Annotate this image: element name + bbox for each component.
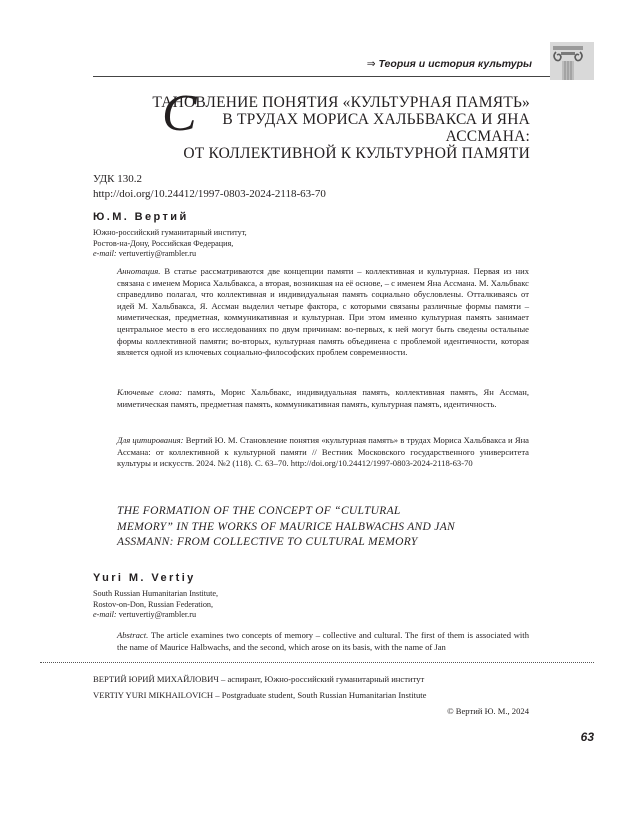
title-line-3: ОТ КОЛЛЕКТИВНОЙ К КУЛЬТУРНОЙ ПАМЯТИ: [183, 145, 530, 162]
header-rule: [93, 76, 558, 77]
keywords-text: память, Морис Хальбвакс, индивидуальная память, коллективная память, Ян Ассман, миметическая память, предметная память, коммуникативная память, культурная память, идентичность.: [117, 387, 529, 409]
footnote-divider: [40, 662, 594, 663]
running-header: [0, 0, 622, 90]
keywords-label: Ключевые слова:: [117, 387, 183, 397]
abstract-ru: [117, 266, 529, 359]
affiliation-en-line-1: South Russian Humanitarian Institute,: [93, 589, 219, 598]
affiliation-en-line-2: Rostov-on-Don, Russian Federation,: [93, 599, 214, 609]
section-label: [367, 58, 532, 70]
footnote-author-ru: ВЕРТИЙ ЮРИЙ МИХАЙЛОВИЧ – аспирант, Южно-российский гуманитарный институт: [93, 674, 425, 684]
arrow-icon: ⇒: [366, 58, 376, 70]
title-en-line-2: MEMORY” IN THE WORKS OF MAURICE HALBWACHS AND JAN: [117, 520, 456, 533]
author-affiliation-en: [93, 589, 218, 621]
author-name-ru: Ю.М. Вертий: [93, 211, 189, 223]
affiliation-line-1: Южно-российский гуманитарный институт,: [93, 228, 247, 237]
abstract-label: Аннотация.: [117, 266, 161, 276]
abstract-text: В статье рассматриваются две концепции памяти – коллективная и культурная. Первая из них связана с именем Мориса Хальбвакса, а вторая, возникшая на её основе, – с именем Яна Ассмана. М. Хальбвакс справедливо полагал, что коллективная и индивидуальная память социально обусловлены. Отталкиваясь от идей М. Хальбвакса, Я. Ассман выделил четыре фактора, с которыми связаны различные формы памяти – миметическая, предметная, коммуникативная и культурная. При этом именно культурная память занимает центральное место в его исследованиях по двум причинам: во-первых, к ней могут быть сведены остальные формы коллективной памяти; во-вторых, культурная память объединена с проблемой идентичности, которая является одной из ключевых социально-философских проблем современности.: [117, 266, 529, 358]
email-label: e-mail:: [93, 249, 117, 258]
article-meta: [93, 172, 326, 202]
abstract-en-text: The article examines two concepts of memory – collective and cultural. The first of them is associated with the name of Maurice Halbwachs, and the second, which arose on its basis, with the name of Jan: [117, 630, 529, 652]
footnote-author-en: VERTIY YURI MIKHAILOVICH – Postgraduate student, South Russian Humanitarian Institute: [93, 690, 427, 700]
title-en-line-3: ASSMANN: FROM COLLECTIVE TO CULTURAL MEMORY: [117, 536, 418, 548]
article-title-en: [117, 504, 517, 551]
author-affiliation-ru: [93, 228, 247, 260]
title-line-1: ТАНОВЛЕНИЕ ПОНЯТИЯ «КУЛЬТУРНАЯ ПАМЯТЬ»: [152, 94, 530, 111]
citation-text: Вертий Ю. М. Становление понятия «культурная память» в трудах Мориса Хальбвакса и Яна Ассмана: от коллективной к культурной памяти // Вестник Московского государственного университета культуры и искусств. 2024. №2 (118). С. 63–70. http://doi.org/10.24412/1997-0803-2024-2118-63-70: [117, 435, 529, 469]
citation-label: Для цитирования:: [117, 435, 184, 445]
email-link[interactable]: vertuvertiy@rambler.ru: [118, 249, 197, 258]
author-name-en: Yuri M. Vertiy: [93, 572, 196, 584]
article-title: [150, 85, 530, 162]
column-capital-logo-icon: [550, 42, 594, 80]
citation-ru: [117, 435, 529, 470]
title-en-line-1: THE FORMATION OF THE CONCEPT OF “CULTURAL: [117, 505, 401, 517]
email-label-en: e-mail:: [93, 610, 117, 619]
abstract-en-label: Abstract.: [117, 630, 149, 640]
email-link-en[interactable]: vertuvertiy@rambler.ru: [118, 610, 197, 619]
page-number: 63: [580, 730, 594, 744]
udk: УДК 130.2: [93, 173, 143, 185]
title-line-2: В ТРУДАХ МОРИСА ХАЛЬБВАКСА И ЯНА АССМАНА:: [222, 111, 530, 145]
keywords-ru: [117, 387, 529, 410]
author-email-en: [93, 610, 218, 621]
copyright: © Вертий Ю. М., 2024: [447, 706, 529, 716]
doi-link[interactable]: http://doi.org/10.24412/1997-0803-2024-2118-63-70: [93, 188, 326, 200]
title-drop-cap: С: [162, 85, 197, 142]
section-title: Теория и история культуры: [378, 58, 532, 70]
affiliation-line-2: Ростов-на-Дону, Российская Федерация,: [93, 238, 234, 248]
abstract-en: [117, 630, 529, 653]
author-email-ru: [93, 249, 247, 260]
